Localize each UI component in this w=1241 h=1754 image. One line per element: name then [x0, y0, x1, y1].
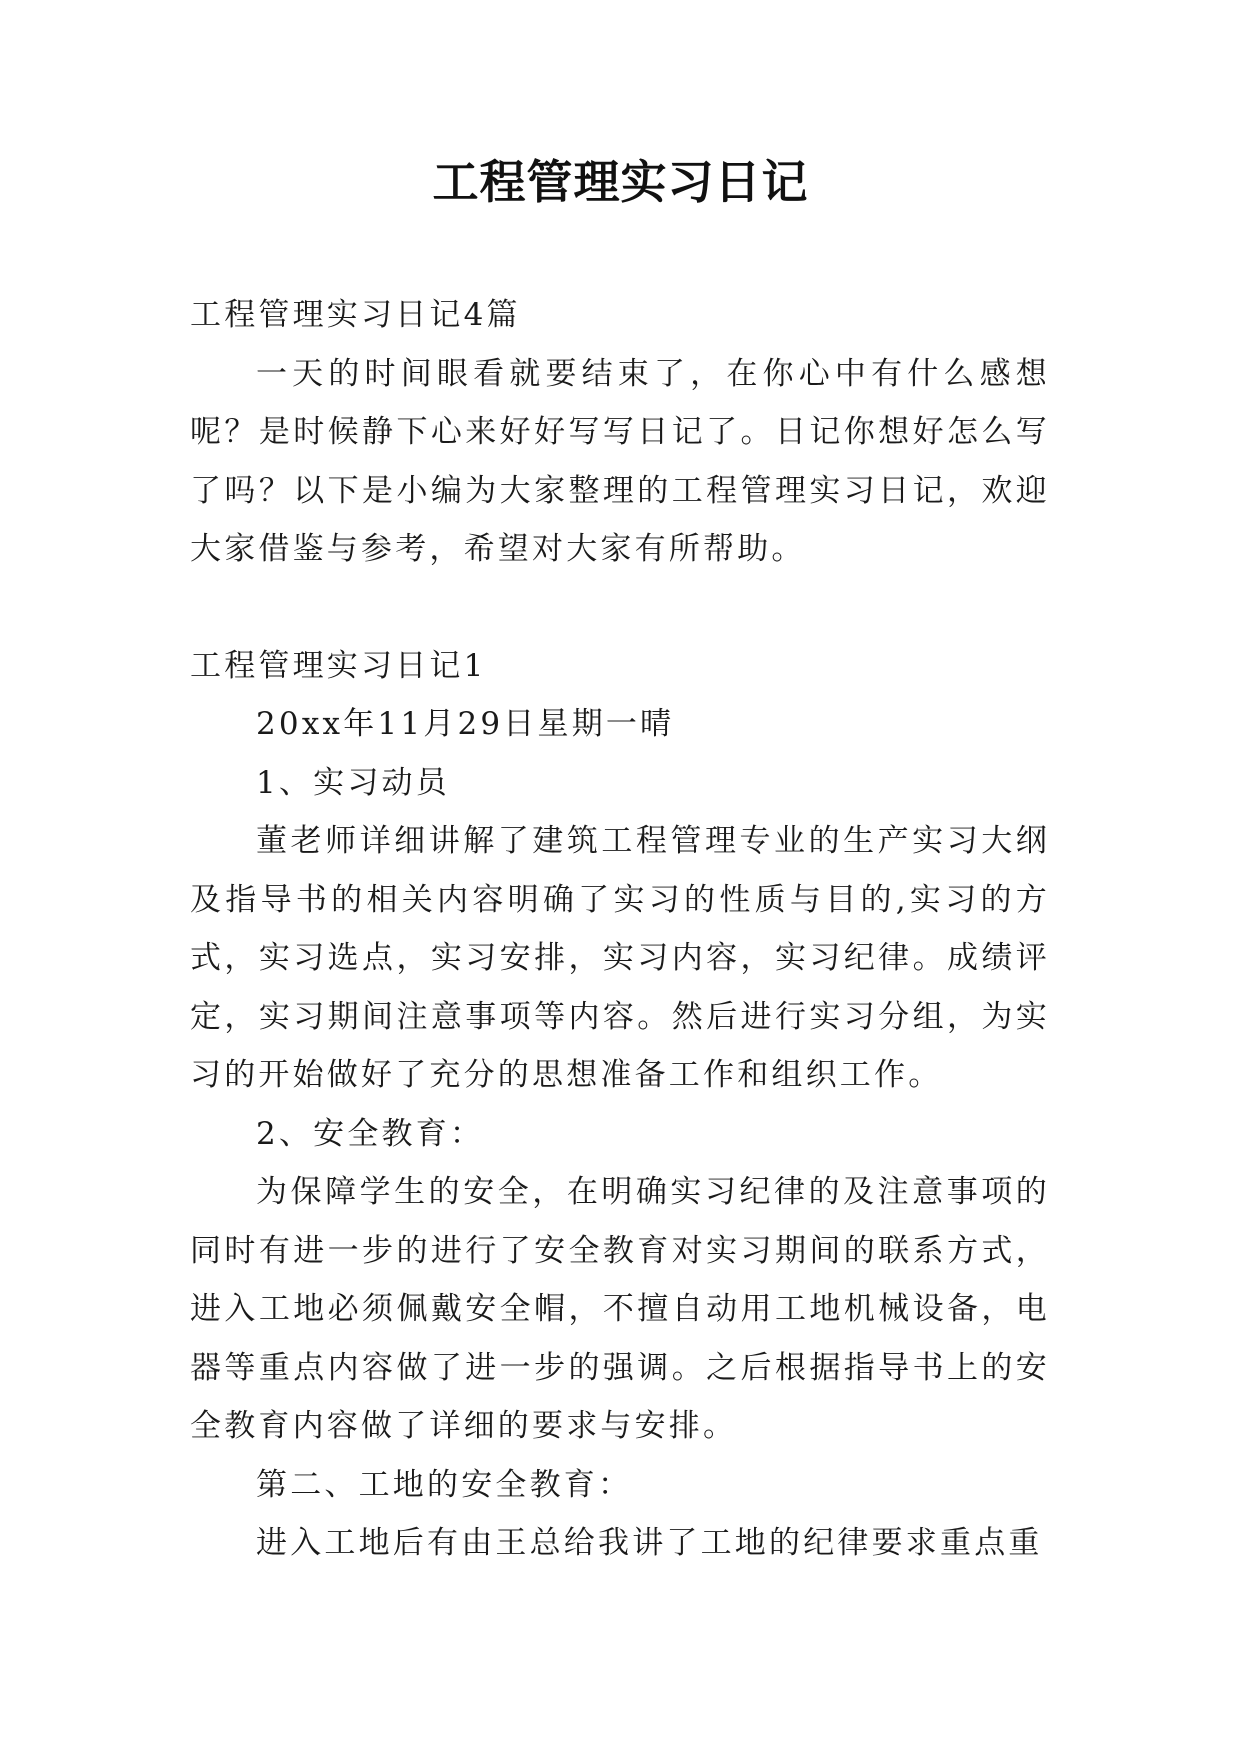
site-safety-heading: 第二、工地的安全教育：: [256, 1466, 633, 1503]
intro-heading: 工程管理实习日记4篇: [190, 297, 521, 333]
intro-paragraph: 一天的时间眼看就要结束了，在你心中有什么感想呢？是时候静下心来好好写写日记了。日记你想好怎么写了吗？以下是小编为大家整理的工程管理实习日记，欢迎大家借鉴与参考，希望对大家有所帮助。: [190, 355, 1050, 567]
section-spacer: [190, 579, 1050, 637]
document-body: [190, 286, 1050, 1573]
diary-1-date: 20xx年11月29日星期一晴: [256, 706, 675, 742]
document-title: 工程管理实习日记: [432, 155, 809, 209]
section-1-paragraph: 董老师详细讲解了建筑工程管理专业的生产实习大纲及指导书的相关内容明确了实习的性质与目的,实习的方式，实习选点，实习安排，实习内容，实习纪律。成绩评定，实习期间注意事项等内容。然后进行实习分组，为实习的开始做好了充分的思想准备工作和组织工作。: [190, 823, 1050, 1093]
section-2-heading: 2、安全教育：: [256, 1115, 485, 1152]
site-safety-paragraph: 进入工地后有由王总给我讲了工地的纪律要求重点重: [256, 1525, 1043, 1561]
section-1-heading: 1、实习动员: [256, 764, 450, 801]
section-2-paragraph: 为保障学生的安全，在明确实习纪律的及注意事项的同时有进一步的进行了安全教育对实习期间的联系方式，进入工地必须佩戴安全帽，不擅自动用工地机械设备，电器等重点内容做了进一步的强调。之后根据指导书上的安全教育内容做了详细的要求与安排。: [190, 1174, 1050, 1444]
diary-1-heading: 工程管理实习日记1: [190, 647, 487, 684]
